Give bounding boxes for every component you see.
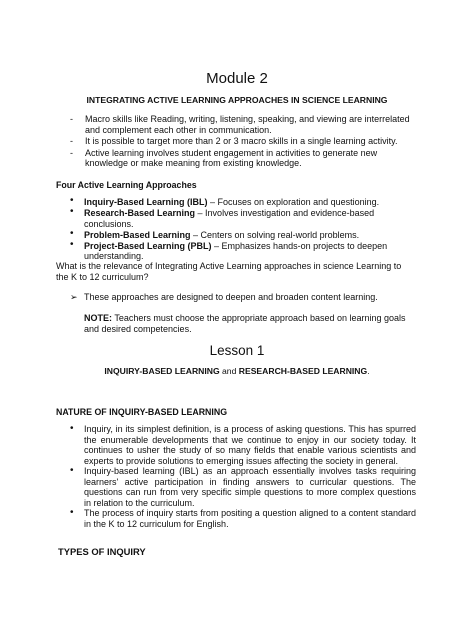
note-paragraph bbox=[84, 313, 414, 334]
list-item-text: It is possible to target more than 2 or 3 macro skills in a single learning activity. bbox=[85, 136, 398, 146]
lesson-subtitle-part2: RESEARCH-BASED LEARNING bbox=[238, 366, 368, 376]
macro-skills-list bbox=[70, 114, 414, 170]
list-item bbox=[70, 114, 414, 135]
list-item-text: Macro skills like Reading, writing, listening, speaking, and viewing are interrelated and complement each other in communication. bbox=[85, 114, 410, 135]
bullet-marker: • bbox=[70, 423, 74, 434]
list-item-text: Inquiry-based learning (IBL) as an approach essentially involves tasks requiring learners' active participation in finding answers to curricular questions. The questions can run from very specific simple questions to more complex questions in relation to the curriculum. bbox=[84, 466, 416, 508]
nature-heading: NATURE OF INQUIRY-BASED LEARNING bbox=[56, 407, 228, 417]
lesson-subtitle-end: . bbox=[367, 366, 370, 376]
module-title: Module 2 bbox=[206, 70, 268, 87]
lesson-subtitle bbox=[0, 366, 474, 377]
list-item bbox=[70, 466, 416, 508]
types-heading: TYPES OF INQUIRY bbox=[58, 546, 146, 557]
arrow-bullet-icon: ➢ bbox=[70, 292, 78, 302]
dash-marker: - bbox=[70, 136, 73, 146]
answer-text: These approaches are designed to deepen and broaden content learning. bbox=[84, 292, 378, 302]
lesson-subtitle-part1: INQUIRY-BASED LEARNING bbox=[104, 366, 220, 376]
lesson-title: Lesson 1 bbox=[209, 343, 265, 358]
approach-name: Problem-Based Learning bbox=[84, 229, 191, 240]
list-item bbox=[68, 227, 418, 241]
list-item bbox=[68, 208, 418, 229]
dash-marker: - bbox=[70, 114, 73, 124]
note-label: NOTE: bbox=[84, 313, 112, 323]
relevance-question: What is the relevance of Integrating Active Learning approaches in science Learning to the K to 12 curriculum? bbox=[56, 261, 402, 282]
note-text: Teachers must choose the appropriate approach based on learning goals and desired competencies. bbox=[84, 313, 406, 334]
dash-marker: - bbox=[70, 147, 73, 158]
list-item bbox=[70, 508, 416, 529]
approaches-heading: Four Active Learning Approaches bbox=[56, 180, 197, 190]
bullet-marker: • bbox=[70, 206, 74, 217]
list-item bbox=[70, 148, 414, 169]
approaches-list bbox=[68, 197, 418, 262]
bullet-marker: • bbox=[70, 507, 74, 518]
approach-desc: – Emphasizes hands-on projects to deepen understanding. bbox=[84, 240, 388, 261]
lesson-subtitle-and: and bbox=[219, 366, 239, 376]
list-item-text: Inquiry, in its simplest definition, is a process of asking questions. This has spurred the enumerable developments that we continue to enjoy in our society today. It continues to usher the study of so many fields that enable various scientists and experts to provide solutions to emerging issues affecting the society in general. bbox=[84, 424, 416, 466]
bullet-marker: • bbox=[70, 465, 74, 476]
approach-desc: – Involves investigation and evidence-based conclusions. bbox=[84, 208, 375, 229]
approach-name: Inquiry-Based Learning (IBL) bbox=[84, 197, 208, 207]
list-item bbox=[70, 136, 414, 147]
nature-list bbox=[70, 424, 416, 529]
approach-name: Research-Based Learning bbox=[84, 208, 196, 218]
list-item-text: The process of inquiry starts from positing a question aligned to a content standard in the K to 12 curriculum for English. bbox=[84, 508, 416, 529]
bullet-marker: • bbox=[70, 238, 74, 250]
bullet-marker: • bbox=[70, 227, 74, 239]
approach-desc: – Centers on solving real-world problems. bbox=[190, 229, 360, 240]
approach-name: Project-Based Learning (PBL) bbox=[84, 240, 212, 251]
answer-item bbox=[70, 292, 415, 303]
module-subtitle: INTEGRATING ACTIVE LEARNING APPROACHES IN SCIENCE LEARNING bbox=[86, 95, 388, 105]
list-item bbox=[68, 197, 418, 208]
list-item-text: Active learning involves student engagement in activities to generate new knowledge or make meaning from existing knowledge. bbox=[85, 147, 378, 168]
bullet-marker: • bbox=[70, 195, 74, 206]
list-item bbox=[70, 424, 416, 466]
list-item bbox=[68, 238, 418, 262]
approach-desc: – Focuses on exploration and questioning. bbox=[207, 197, 380, 207]
